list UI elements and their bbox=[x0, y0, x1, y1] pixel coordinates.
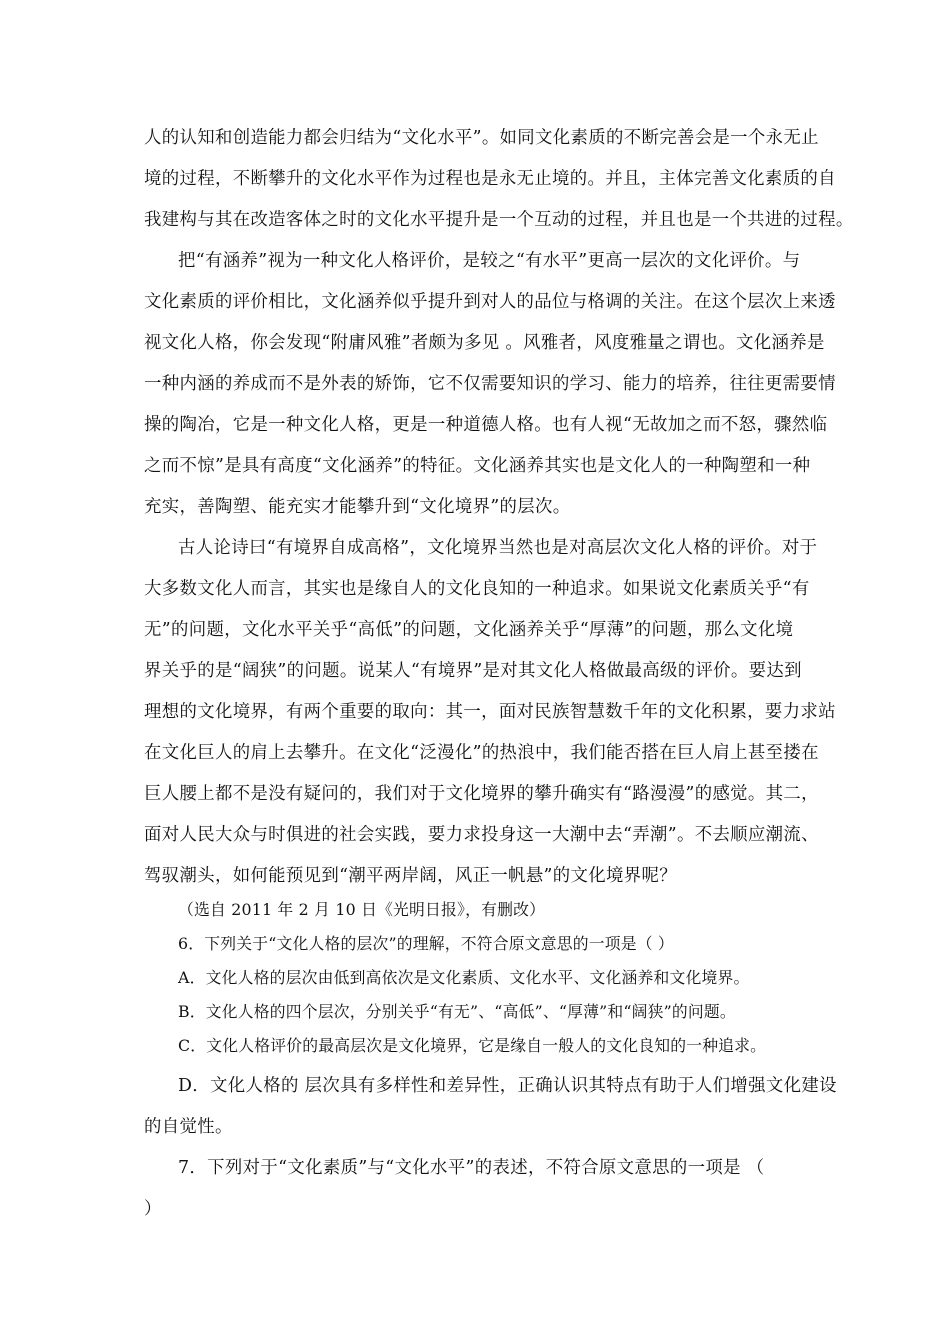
paragraph-line: 在文化巨人的肩上去攀升。在文化“泛漫化”的热浪中，我们能否搭在巨人肩上甚至搂在 bbox=[144, 743, 819, 763]
paragraph-line: 无”的问题，文化水平关乎“高低”的问题，文化涵养关乎“厚薄”的问题，那么文化境 bbox=[144, 620, 794, 640]
paragraph-line: 文化素质的评价相比，文化涵养似乎提升到对人的品位与格调的关注。在这个层次上来透 bbox=[144, 292, 836, 312]
question-6-option-a: A．文化人格的层次由低到高依次是文化素质、文化水平、文化涵养和文化境界。 bbox=[178, 968, 750, 987]
question-6-option-d: D．文化人格的 层次具有多样性和差异性，正确认识其特点有助于人们增强文化建设 bbox=[178, 1076, 837, 1096]
question-6-option-b: B．文化人格的四个层次，分别关乎“有无”、“高低”、“厚薄”和“阔狭”的问题。 bbox=[178, 1002, 736, 1021]
paragraph-line: 视文化人格，你会发现“附庸风雅”者颇为多见 。风雅者，风度雅量之谓也。文化涵养是 bbox=[144, 333, 825, 353]
question-6-option-c: C．文化人格评价的最高层次是文化境界，它是缘自一般人的文化良知的一种追求。 bbox=[178, 1036, 767, 1055]
paragraph-line: 面对人民大众与时俱进的社会实践，要力求投身这一大潮中去“弄潮”。不去顺应潮流、 bbox=[144, 825, 819, 845]
paragraph-line: 我建构与其在改造客体之时的文化水平提升是一个互动的过程，并且也是一个共进的过程。 bbox=[144, 210, 854, 230]
paragraph-line: 大多数文化人而言，其实也是缘自人的文化良知的一种追求。如果说文化素质关乎“有 bbox=[144, 579, 810, 599]
source-citation: （选自 2011 年 2 月 10 日《光明日报》，有删改） bbox=[178, 900, 546, 919]
paragraph-line: 一种内涵的养成而不是外表的矫饰，它不仅需要知识的学习、能力的培养，往往更需要情 bbox=[144, 374, 836, 394]
question-6-option-d-continued: 的自觉性。 bbox=[144, 1117, 233, 1137]
paragraph-line: 充实，善陶塑、能充实才能攀升到“文化境界”的层次。 bbox=[144, 497, 571, 517]
paragraph-line: 驾驭潮头，如何能预见到“潮平两岸阔，风正一帆悬”的文化境界呢？ bbox=[144, 866, 677, 886]
question-6-stem: 6．下列关于“文化人格的层次”的理解，不符合原文意思的一项是（ ） bbox=[178, 934, 674, 953]
paragraph-line: 操的陶冶，它是一种文化人格，更是一种道德人格。也有人视“无故加之而不怒，骤然临 bbox=[144, 415, 828, 435]
paragraph-line: 之而不惊”是具有高度“文化涵养”的特征。文化涵养其实也是文化人的一种陶塑和一种 bbox=[144, 456, 811, 476]
paragraph-line: 界关乎的是“阔狭”的问题。说某人“有境界”是对其文化人格做最高级的评价。要达到 bbox=[144, 661, 802, 681]
paragraph-line: 把“有涵养”视为一种文化人格评价，是较之“有水平”更高一层次的文化评价。与 bbox=[178, 251, 801, 271]
question-7-stem-continued: ） bbox=[144, 1199, 162, 1219]
paragraph-line: 巨人腰上都不是没有疑问的，我们对于文化境界的攀升确实有“路漫漫”的感觉。其二， bbox=[144, 784, 819, 804]
paragraph-line: 境的过程，不断攀升的文化水平作为过程也是永无止境的。并且，主体完善文化素质的自 bbox=[144, 169, 836, 189]
paragraph-line: 人的认知和创造能力都会归结为“文化水平”。如同文化素质的不断完善会是一个永无止 bbox=[144, 128, 819, 148]
paragraph-line: 理想的文化境界，有两个重要的取向：其一，面对民族智慧数千年的文化积累，要力求站 bbox=[144, 702, 836, 722]
question-7-stem: 7．下列对于“文化素质”与“文化水平”的表述，不符合原文意思的一项是 （ bbox=[178, 1158, 765, 1178]
paragraph-line: 古人论诗曰“有境界自成高格”，文化境界当然也是对高层次文化人格的评价。对于 bbox=[178, 538, 818, 558]
